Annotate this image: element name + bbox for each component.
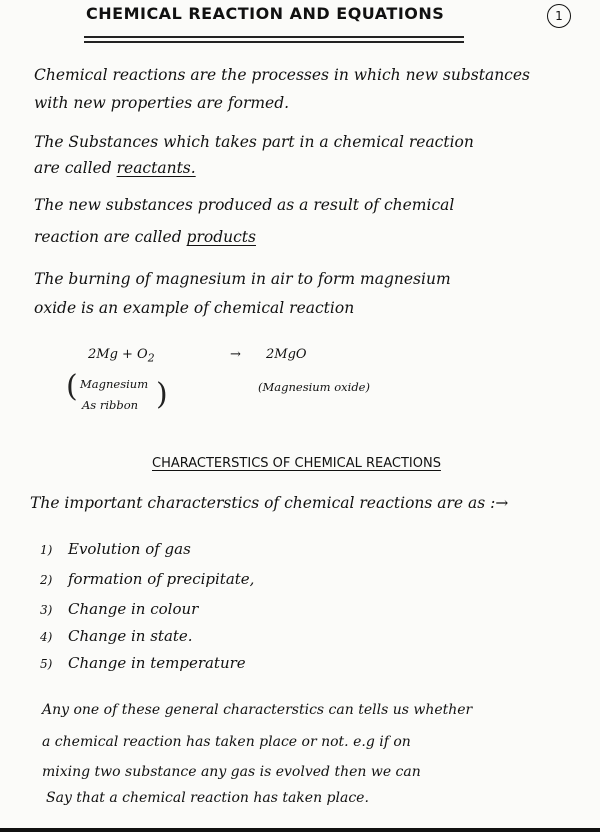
product-note: (Magnesium oxide) (258, 380, 370, 394)
closing-line: Any one of these general characterstics can tells us whether (42, 702, 473, 718)
page-number: 1 (547, 4, 571, 28)
closing-line: a chemical reaction has taken place or not. e.g if on (42, 734, 411, 750)
paragraph-line: Chemical reactions are the processes in which new substances (34, 66, 530, 84)
equation-arrow: → (230, 347, 241, 362)
paragraph-line: The Substances which takes part in a chemical reaction (34, 133, 474, 151)
list-number: 1) (40, 543, 53, 557)
equation-subscript: 2 (147, 351, 155, 365)
reactant-note: Magnesium (80, 377, 149, 391)
parenthesis-close: ) (156, 377, 168, 412)
paragraph-line: oxide is an example of chemical reaction (34, 299, 355, 317)
paragraph-text: are called (34, 159, 117, 177)
parenthesis-open: ( (66, 369, 78, 404)
list-number: 2) (40, 573, 53, 587)
list-number: 3) (40, 603, 53, 617)
closing-line: Say that a chemical reaction has taken place. (46, 790, 369, 806)
list-text: Evolution of gas (68, 540, 191, 558)
list-text: Change in temperature (68, 654, 246, 672)
paragraph-line (34, 228, 256, 246)
list-number: 4) (40, 630, 53, 644)
term-reactants: reactants. (116, 159, 196, 177)
list-item (40, 600, 198, 618)
list-item (40, 540, 191, 558)
list-text: Change in state. (68, 627, 193, 645)
paragraph-line: with new properties are formed. (34, 94, 290, 112)
paragraph-line (34, 159, 196, 177)
list-text: Change in colour (68, 600, 199, 618)
equation-reactants (88, 347, 155, 365)
paragraph-line: The burning of magnesium in air to form magnesium (34, 270, 451, 288)
list-text: formation of precipitate, (68, 570, 255, 588)
term-products: products (186, 228, 256, 246)
list-number: 5) (40, 657, 53, 671)
list-item (40, 627, 193, 645)
page-edge-shadow (0, 828, 600, 832)
paragraph-text: reaction are called (34, 228, 187, 246)
section-heading: CHARACTERSTICS OF CHEMICAL REACTIONS (152, 456, 441, 471)
characteristics-intro: The important characterstics of chemical reactions are as :→ (30, 494, 509, 512)
list-item (40, 570, 254, 588)
title-underline (84, 36, 464, 38)
equation-reactants-text: 2Mg + O (88, 347, 148, 362)
equation-product: 2MgO (266, 347, 307, 362)
page-title: CHEMICAL REACTION AND EQUATIONS (86, 4, 445, 23)
title-underline-second (84, 41, 464, 43)
reactant-note: As ribbon (82, 398, 139, 412)
list-item (40, 654, 246, 672)
closing-line: mixing two substance any gas is evolved then we can (42, 764, 421, 780)
paragraph-line: The new substances produced as a result of chemical (34, 196, 455, 214)
